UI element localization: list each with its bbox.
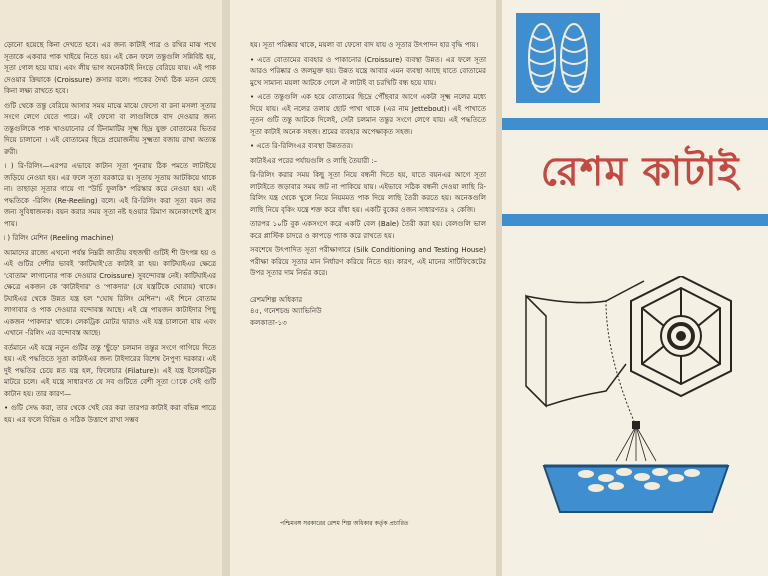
decorative-band bbox=[502, 214, 768, 226]
paragraph: আমাদের রাজ্যে এখনো পর্যন্ত নিম্নরী জাতীয় বহুজন্মী গুটিই শী উৎপন্ন হয় ও এই গুটির দেশীর ভাবই 'কাটিঘাই'তে কাটাই রা হয়। কাটিঘাইএর ক্ষেত্রে 'বোতাম' লাগানোর পাক দেওয়ার Croissure) সুবন্দোবস্ত নেই। কাটিঘাইএর ক্ষেত্রে একজন কে 'কাটাইদার' ও 'পাকদার' (যে যন্ত্রটিকে ঘোরায়) থাকে। টঘাইএর থেকে উন্নত যন্ত্র হল "ঘোষ রিলিং মেশিন"। এই শিনে বোতাম লাগাবার ও পাক দেওয়ার বন্দোবস্ত আছে। এই ন্ত্রে পায়জন কাটাইদার পিছু একজন 'পাকদার' থাকে। লেকট্রিক মোটর দ্বারাও এই যন্ত্র চালানো যায় এবং এখানে -রিলিং এর বন্দোবস্ত আছে। bbox=[4, 248, 216, 337]
address-line: ৪৫, গনেশচন্দ্র অ্যাভিনিউ bbox=[250, 306, 322, 315]
panel-cover bbox=[502, 0, 768, 576]
paragraph: হয়। সূতা পরিষ্কার থাকে, ময়লা বা ফেসো বাদ যায় ও সূতার উৎপাদন হার বৃদ্ধি পায়। bbox=[250, 41, 479, 49]
paragraph: ড়োনো হয়েছে কিনা দেখতে হবে। এর জন্য কাটাই পাত্র ও রথির মাঝ পথে সূতাকে একবার পাক খাইয়ে নিতে হয়। এই কেন ফলে তন্তুগুলি সন্নিবিষ্ট হয়, সূতা গোল হয়ে যায়। এবং লীয় ভাগ অনেকটাই নিংড়ে বেরিয়ে যায়। এই পাক দেওয়ার ক্রিয়াকে (Croissure) ক্রসার বলে। পাকের দৈর্ঘ্য ঠিক মতন য়েছে কিনা লক্ষ্য রাখতে হবে। bbox=[4, 41, 216, 95]
silk-threads bbox=[616, 426, 656, 461]
panel-left bbox=[0, 0, 222, 576]
guide-button bbox=[632, 421, 640, 429]
cooking-basin bbox=[544, 466, 728, 512]
paragraph: তারপর ১০টি বুক একসংগে করে একটি বেল (Bale) তৈরী করা হয়। বেলগুলি ভাল করে প্লাস্টিক চাদরে ও কাপড়ে প্যাক করে রাখতে হয়। bbox=[250, 220, 486, 240]
paragraph: রি-রিলিং করার সময় কিছু সূতা নিয়ে বন্ধনী দিতে হয়, যাতে বয়নএর আগে সূতা লাটাইতে জড়াবার সময় জট না পাকিয়ে যায়। এইভাবে সঠিক বন্ধনী দেওয়া লাছি রি-রিলিং যন্ত্র থেকে খুলে নিয়ে নিয়মমত পাক দিয়ে লাছি তৈরী করতে হয়। অনেকগুলি লাছি নিয়ে বৃকিং যন্ত্রে শক্ত করে বাঁধা হয়। একটি বুকের ওজন সাধারণতঃ ২ কেজি। bbox=[250, 171, 486, 214]
reel-frame bbox=[526, 281, 644, 406]
publisher-footer: পশ্চিমবঙ্গ সরকারের রেশম শিল্প অধিকার কর্তৃক প্রচারিত bbox=[280, 520, 409, 527]
paragraph: সবশেষে উৎপাদিত সূতা পরীক্ষাগারে (Silk Conditioning and Testing House) পরীক্ষা করিয়ে সূতার মান নির্ধারণ করিয়ে নিতে হয়। কারণ, এই মানের সার্টিফিকেটের উপর সূতার দাম নির্ভর করে। bbox=[250, 246, 486, 277]
address-line: কলকাতা-১৩ bbox=[250, 317, 287, 327]
paragraph: বর্তমানে এই যন্ত্রে নতুন গুটির তন্তু 'ছুঁড়ে' চলমান তন্তুর সংগে গাগিয়ে দিতে হয়। এই পদ্ধতিতে সুতা কাটাইএর জন্য টাইদারের বিশেষ নৈপুণ্য দরকার। এই দুই পদ্ধতির চেয়ে ন্নত যন্ত্র হল, ফিলেচার (Filature)। এই যন্ত্র ইলেকট্রিক মাটরে চলে। এই যন্ত্রে সাধারণত যে সব গুটিতে বেশী সূতা াকে সেই গুটি কাটান হয়। তার কারণ— bbox=[4, 343, 216, 398]
paragraph: । ) রি-রিলিং—এরপর এভাবে কাটান সূতা পুনরায় ঠিক পমতে লাটাইয়ে জড়িয়ে নেওয়া হয়। এর ফলে সূতা বরকারে য়। সূতায় সূতায় আটকিয়ে থাকে না। তাছাড়া সূতার গায়ে গা "উচিঁ ফুলকি" পরিস্কার করে নেওয়া হয়। এই পদ্ধতিকে -রিলিং (Re-Reeling) বলে। এই রি-রিলিং করা সূতা বয়ন জর জন্য সুবিধাজনক। বয়ন করার সময় সূতা নষ্ট হওয়ার রিমাণ অনেকাংশেই হ্রাস পায়। bbox=[4, 162, 216, 228]
silk-skein-icon bbox=[516, 13, 600, 103]
cover-title: রেশম কাটাই bbox=[540, 149, 740, 195]
section-heading: ৷ ) রিলিং মেশিন (Reeling machine) bbox=[4, 234, 114, 242]
paragraph: গুটি থেকে তন্তু বেরিয়ে আসার সময় মাঝে মাঝে ফেসো বা রনা মসলা সূতার সংগে লেগে যেতে পারে। এই ফেসো বা লাগুলিকে বাদ দেওয়ার জন্য তন্তুগুলিকে পাক খাওয়ানোর র্বে টিনামাটির সূক্ষ্ম ছিদ্র যুক্ত বোতামের ভিতর দিয়ে চালানো । এই বোতামের ছিদ্রে প্রয়োজনীয় সূক্ষ্মতা বজায় রাখা অত্যন্ত রুরী। bbox=[4, 101, 216, 156]
panel-middle bbox=[230, 0, 496, 576]
decorative-band bbox=[502, 118, 768, 130]
hexagonal-reel bbox=[631, 276, 731, 396]
reeling-machine-illustration bbox=[516, 276, 766, 526]
paragraph: • এতে রি-রিলিংএর ব্যবস্থা উন্নততর। bbox=[250, 142, 353, 150]
address-block bbox=[250, 294, 486, 329]
silk-skein-logo bbox=[516, 13, 600, 103]
address-line: রেশমশিল্প অধিকার bbox=[250, 294, 303, 304]
section-heading: কাটাইএর পরের পর্যায়গুলি ও লাছি তৈয়ারী :– bbox=[250, 156, 378, 165]
paragraph: • এতে তন্তুগুলি এক হয়ে বোতামের ছিদ্রে পৌঁছবার আগে একটা সূক্ষ্ম নলের মধ্যে দিয়ে যায়। এই নলের তলায় ছোট পাখা থাকে (এর নাম Jettebout)। এই পাখাতে নূতন গুটি তন্তু আটকে দিলেই, সেটা চলমান তন্তুর সংগে লেগে যায়। এই পদ্ধতিতে সূতা কাটাই অনেক সহজ। শ্রমের ব্যবহার অপেক্ষাকৃত সহজ। bbox=[250, 93, 486, 136]
paragraph: • গুটি সেদ্ধ করা, তার থেকে খেই বের করা তারপর কাটাই করা বভিন্ন পাত্রে হয়। এর ফলে বিভিন্ন ও সঠিক উত্তাপে রাখা সম্ভব bbox=[4, 404, 216, 424]
paragraph: • এতে বোতামের ব্যবহার ও পাকানোর (Croissure) ব্যবস্থা উন্নত। এর ফলে সূতা আরও পরিষ্কার ও জলমুক্ত হয়। উন্নত যন্ত্রে আবার এমন ব্যবস্থা আছে যাতে বোতামের মুখে সামান্য ময়লা আটকে গেলে ঐ লাটাই বা চরখিটি বন্ধ হয়ে যায়। bbox=[250, 55, 486, 87]
fold-gutter bbox=[222, 0, 230, 576]
